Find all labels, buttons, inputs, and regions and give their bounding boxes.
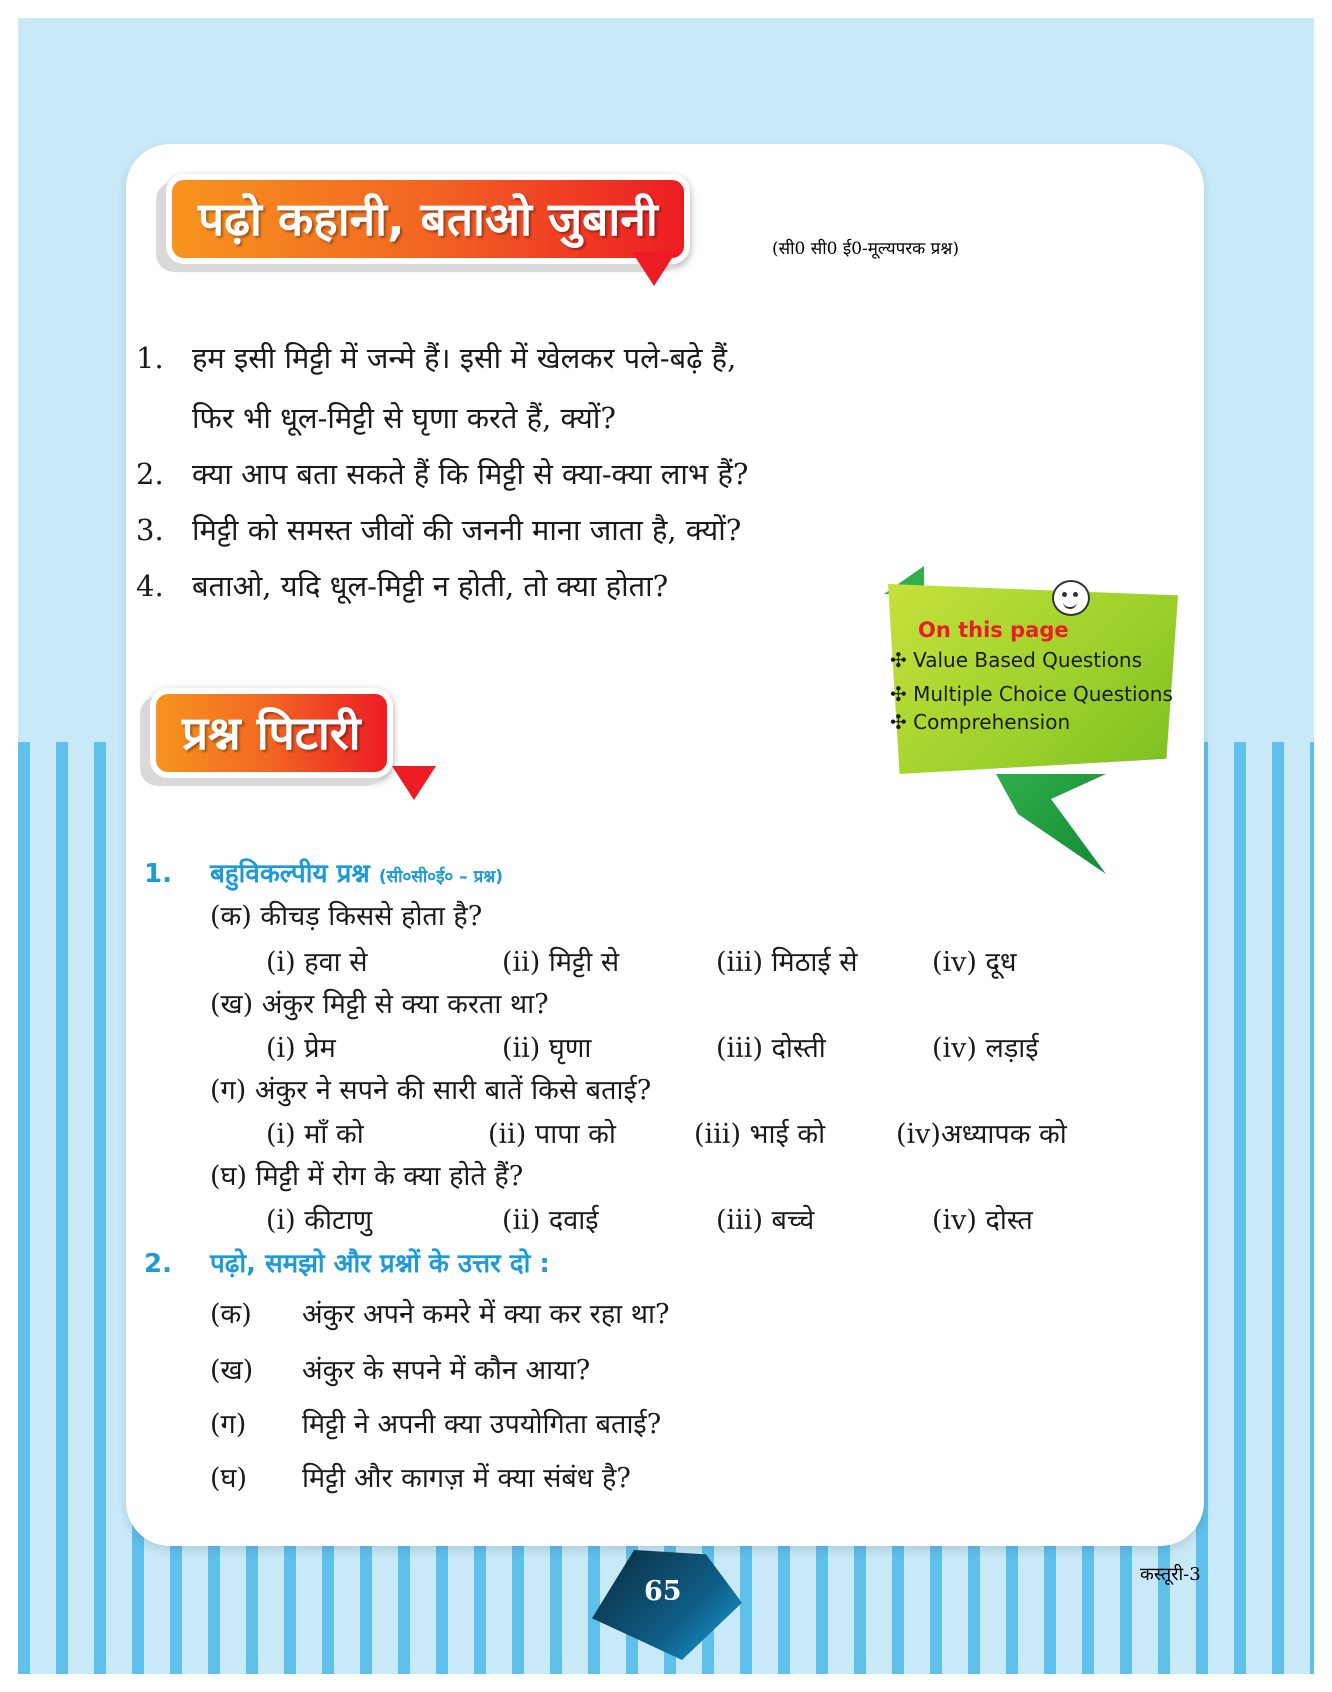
section-2-heading [144, 1244, 550, 1280]
section-note: (सी०सी०ई० – प्रश्न) [378, 867, 504, 887]
page-number-badge [592, 1550, 742, 1660]
on-this-page-item: ✣ Value Based Questions [890, 648, 1143, 672]
book-name: कस्तूरी-3 [1140, 1564, 1201, 1585]
section-number: 2. [144, 1249, 172, 1279]
mcq-option: (i) कीटाणु [266, 1205, 373, 1236]
question-text: क्या आप बता सकते हैं कि मिट्टी से क्या-क्या लाभ हैं? [192, 457, 749, 491]
comprehension-question [210, 1294, 669, 1331]
mcq-option: (ii) घृणा [502, 1033, 592, 1064]
comprehension-question [210, 1458, 631, 1495]
mcq-option: (iii) दोस्ती [716, 1033, 826, 1064]
question-text: मिट्टी ने अपनी क्या उपयोगिता बताई? [302, 1409, 662, 1440]
question-label: (ख) [210, 1355, 254, 1386]
question-text: अंकुर अपने कमरे में क्या कर रहा था? [302, 1299, 670, 1330]
on-this-page-item: ✣ Comprehension [890, 710, 1071, 734]
value-question-1-line2: फिर भी धूल-मिट्टी से घृणा करते हैं, क्यों? [192, 401, 616, 435]
banner-padho-kahani [166, 174, 690, 264]
question-label: (क) [210, 1299, 252, 1330]
comprehension-question [210, 1404, 661, 1441]
question-number: 1. [136, 341, 164, 375]
banner-tail [632, 252, 676, 286]
question-number: 4. [136, 569, 164, 603]
value-question-1 [136, 338, 736, 377]
banner-title: प्रश्न पिटारी [182, 706, 361, 760]
question-label: (ग) [210, 1409, 247, 1440]
mcq-option: (i) प्रेम [266, 1033, 336, 1064]
section-number: 1. [144, 859, 172, 889]
mcq-option: (iv) दोस्त [932, 1205, 1033, 1236]
on-this-page-item: ✣ Multiple Choice Questions [890, 682, 1173, 706]
section-1-heading [144, 854, 503, 890]
smiley-face-icon [1052, 580, 1090, 616]
question-text: हम इसी मिट्टी में जन्मे हैं। इसी में खेलकर पले-बढ़े हैं, [192, 341, 737, 375]
mcq-question-ka: (क) कीचड़ किससे होता है? [210, 901, 483, 932]
mcq-option: (iv)अध्यापक को [896, 1119, 1067, 1150]
mcq-option: (iii) बच्चे [716, 1205, 815, 1236]
mcq-option: (ii) दवाई [502, 1205, 599, 1236]
banner-tail [392, 766, 436, 800]
on-this-page-heading: On this page [918, 618, 1069, 642]
mcq-question-kha: (ख) अंकुर मिट्टी से क्या करता था? [210, 989, 549, 1020]
mcq-option: (iii) भाई को [694, 1119, 826, 1150]
question-text: मिट्टी और कागज़ में क्या संबंध है? [302, 1463, 631, 1494]
mcq-question-gha: (घ) मिट्टी में रोग के क्या होते हैं? [210, 1161, 524, 1192]
question-label: (घ) [210, 1463, 248, 1494]
mcq-option: (ii) पापा को [488, 1119, 616, 1150]
question-text: बताओ, यदि धूल-मिट्टी न होती, तो क्या होता? [192, 569, 669, 603]
banner-note: (सी0 सी0 ई0-मूल्यपरक प्रश्न) [772, 239, 959, 259]
value-question-2 [136, 454, 748, 493]
value-question-4 [136, 566, 668, 605]
question-number: 2. [136, 457, 164, 491]
question-text: मिट्टी को समस्त जीवों की जननी माना जाता है, क्यों? [192, 513, 742, 547]
question-text: अंकुर के सपने में कौन आया? [302, 1355, 591, 1386]
section-title: बहुविकल्पीय प्रश्न [210, 859, 370, 889]
comprehension-question [210, 1350, 590, 1387]
banner-prashna-pitari [150, 688, 393, 778]
question-number: 3. [136, 513, 164, 547]
value-question-3 [136, 510, 741, 549]
on-this-page-box [888, 584, 1178, 774]
mcq-option: (iii) मिठाई से [716, 947, 858, 978]
section-title: पढ़ो, समझो और प्रश्नों के उत्तर दो : [210, 1249, 550, 1279]
mcq-option: (ii) मिट्टी से [502, 947, 620, 978]
mcq-option: (i) माँ को [266, 1119, 364, 1150]
banner-title: पढ़ो कहानी, बताओ जुबानी [198, 192, 658, 246]
mcq-option: (iv) लड़ाई [932, 1033, 1039, 1064]
mcq-option: (iv) दूध [932, 947, 1017, 978]
mcq-question-ga: (ग) अंकुर ने सपने की सारी बातें किसे बताई? [210, 1075, 652, 1106]
mcq-option: (i) हवा से [266, 947, 368, 978]
page-number: 65 [644, 1576, 682, 1607]
